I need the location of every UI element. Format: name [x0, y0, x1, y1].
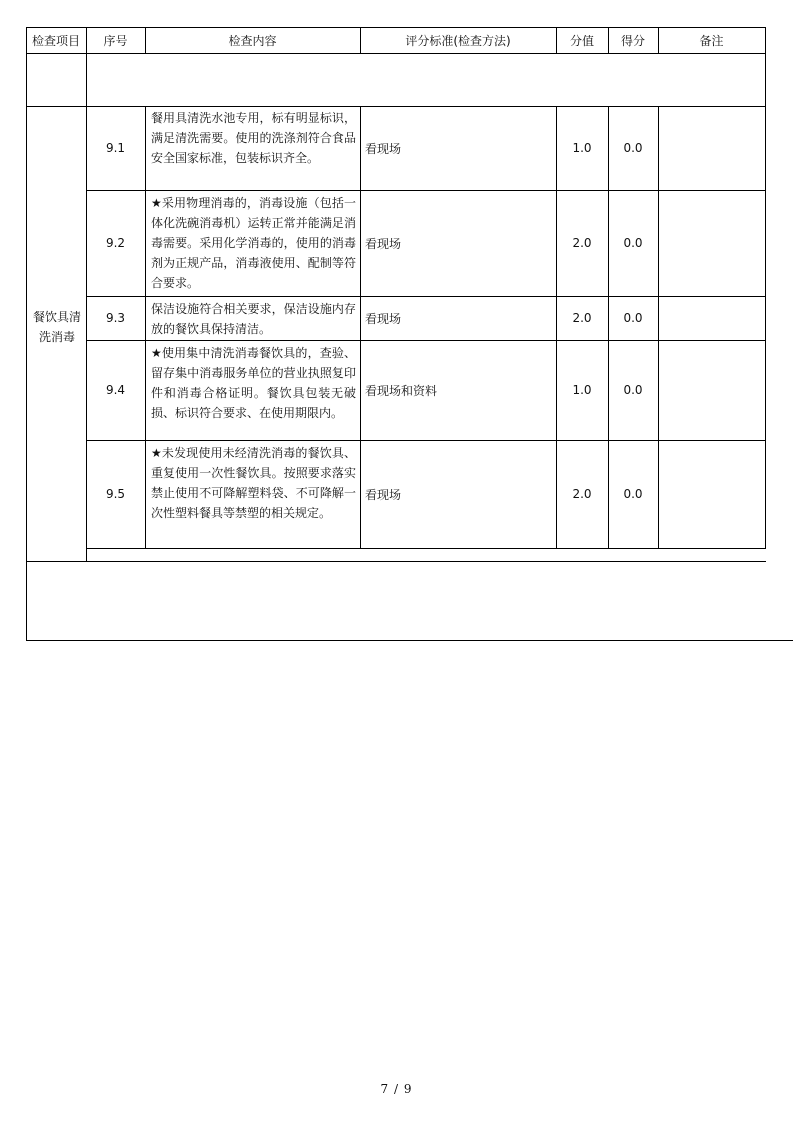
row-9-5-bottom-border	[86, 548, 766, 549]
row-9-3-score: 0.0	[623, 311, 643, 325]
row-9-5-value: 2.0	[572, 487, 592, 501]
row-9-1-method: 看现场	[365, 141, 402, 156]
row-9-1-value: 1.0	[572, 141, 592, 155]
header-category: 检查项目	[31, 33, 80, 48]
row-9-3-method: 看现场	[365, 311, 402, 326]
row-9-4-content: ★使用集中清洗消毒餐饮具的，查验、留存集中消毒服务单位的营业执照复印件和消毒合格证明。餐饮具包装无破损、标识符合要求、在使用期限内。	[151, 346, 356, 420]
score-col-divider	[658, 106, 659, 548]
row-9-3-value: 2.0	[572, 311, 592, 325]
row-9-2-method: 看现场	[365, 236, 402, 251]
row-9-2-value: 2.0	[572, 236, 592, 250]
seq-col-divider	[145, 106, 146, 548]
row-9-5-score: 0.0	[623, 487, 643, 501]
header-value: 分值	[569, 33, 594, 48]
row-9-1-seq: 9.1	[105, 141, 126, 155]
row-9-2-seq: 9.2	[105, 236, 126, 250]
row-9-3-seq: 9.3	[105, 311, 126, 325]
row-9-5-seq: 9.5	[105, 487, 126, 501]
header-seq: 序号	[103, 33, 128, 48]
row-9-2-content: ★采用物理消毒的，消毒设施（包括一体化洗碗消毒机）运转正常并能满足消毒需要。采用化学消毒的，使用的消毒剂为正规产品，消毒液使用、配制等符合要求。	[151, 196, 356, 290]
row-9-4-seq: 9.4	[105, 383, 126, 397]
page-number: 7 / 9	[380, 1082, 413, 1096]
header-method: 评分标准(检查方法)	[405, 33, 511, 48]
content-col-divider	[360, 106, 361, 548]
section-bottom-border	[26, 561, 766, 562]
row-9-4-score: 0.0	[623, 383, 643, 397]
header-remark: 备注	[699, 33, 724, 48]
row-9-4-method: 看现场和资料	[365, 383, 438, 398]
table-bottom-border	[26, 640, 793, 641]
header-content: 检查内容	[228, 33, 277, 48]
table-left-border	[26, 27, 27, 641]
row-9-5-method: 看现场	[365, 487, 402, 502]
row-9-1-content: 餐用具清洗水池专用，标有明显标识，满足清洗需要。使用的洗涤剂符合食品安全国家标准，包装标识齐全。	[151, 111, 356, 165]
row-9-3-content: 保洁设施符合相关要求，保洁设施内存放的餐饮具保持清洁。	[151, 302, 356, 336]
header-bottom-border	[26, 53, 766, 54]
row-9-1-score: 0.0	[623, 141, 643, 155]
category-label: 餐饮具清洗消毒	[32, 310, 81, 344]
header-score: 得分	[620, 33, 645, 48]
row-9-5-content: ★未发现使用未经清洗消毒的餐饮具、重复使用一次性餐饮具。按照要求落实禁止使用不可降解塑料袋、不可降解一次性塑料餐具等禁塑的相关规定。	[151, 446, 356, 520]
row-9-4-value: 1.0	[572, 383, 592, 397]
table-right-border	[765, 27, 766, 549]
row-9-2-score: 0.0	[623, 236, 643, 250]
